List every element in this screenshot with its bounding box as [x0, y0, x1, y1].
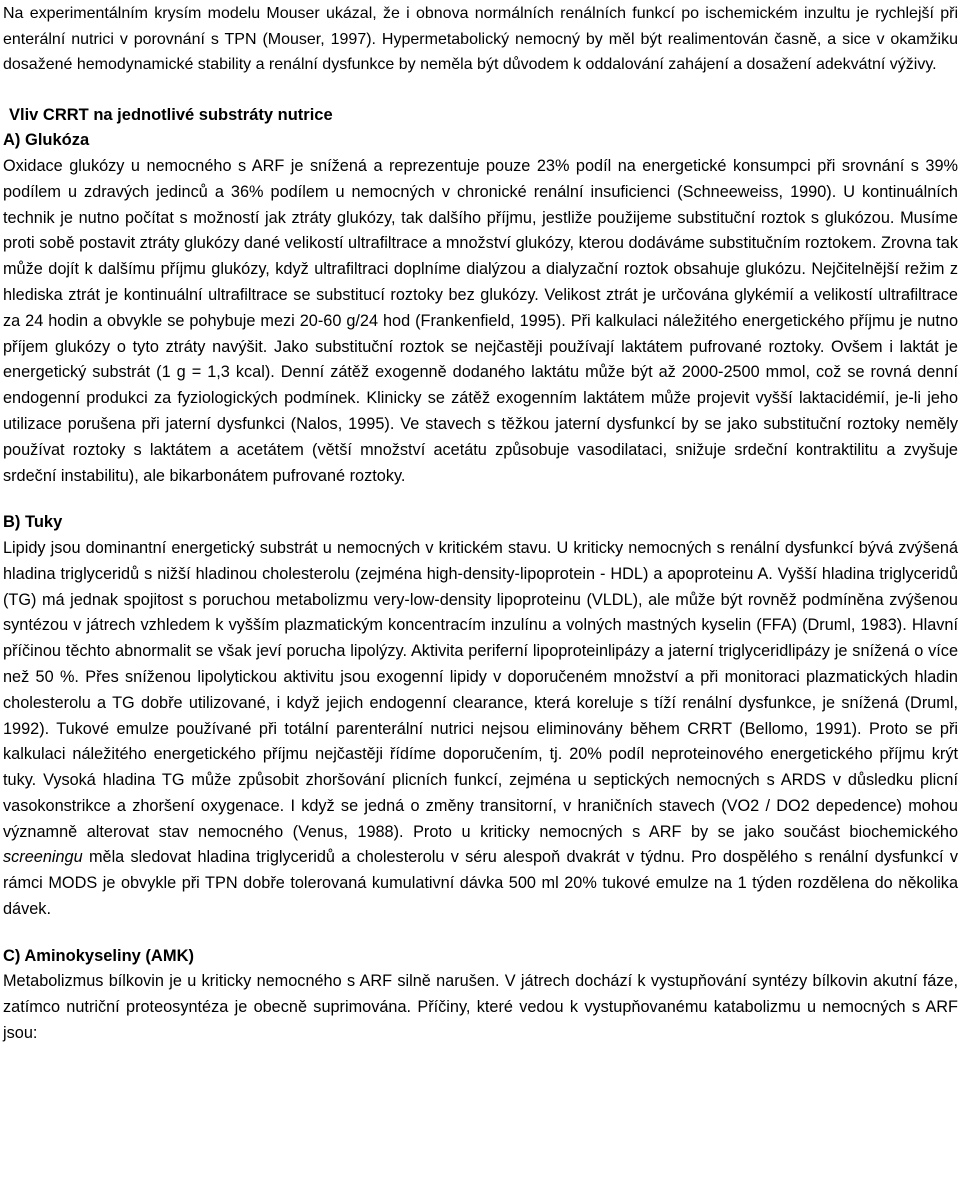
section-title-amino-acids: C) Aminokyseliny (AMK)	[3, 946, 194, 965]
paragraph-fats-part-2: měla sledovat hladina triglyceridů a cholesterolu v séru alespoň dvakrát v týdnu. Pro dospělého s renální dysfunkcí v rámci MODS je obvykle při TPN dobře tolerovaná kumulativní dávka 500 ml 20% tukové emulze na 1 týden rozdělena do několika dávek.	[3, 848, 958, 919]
section-title-fats: B) Tuky	[3, 513, 63, 532]
paragraph-glucose: Oxidace glukózy u nemocného s ARF je snížená a reprezentuje pouze 23% podíl na energetické konsumpci při srovnání s 39% podílem u zdravých jedinců a 36% podílem u nemocných v chronické renální insuficienci (Schneeweiss, 1990). U kontinuálních technik je nutno počítat s možností jak ztráty glukózy, tak dalšího příjmu, jestliže použijeme substituční roztok s glukózou. Musíme proti sobě postavit ztráty glukózy dané velikostí ultrafiltrace a množství glukózy, kterou dodáváme substitučním roztokem. Zrovna tak může dojít k dalšímu příjmu glukózy, když ultrafiltraci doplníme dialýzou a dialyzační roztok obsahuje glukózu. Nejčitelnější režim z hlediska ztrát je kontinuální ultrafiltrace se substitucí roztoky bez glukózy. Velikost ztrát je určována glykémií a velikostí ultrafiltrace za 24 hodin a obvykle se pohybuje mezi 20-60 g/24 hod (Frankenfield, 1995). Při kalkulaci náležitého energetického příjmu je nutno příjem glukózy o tyto ztráty navýšit. Jako substituční roztok se nejčastěji používají laktátem pufrované roztoky. Ovšem i laktát je energetický substrát (1 g = 1,3 kcal). Denní zátěž exogenně dodaného laktátu může být až 2000-2500 mmol, což se rovná denní endogenní produkci za fyziologických podmínek. Klinicky se zátěž exogenním laktátem může projevit vyšší laktacidémií, je-li jeho utilizace porušena při jaterní dysfunkci (Nalos, 1995). Ve stavech s těžkou jaterní dysfunkcí by se jako substituční roztoky neměly používat roztoky s laktátem a acetátem (větší množství acetátu způsobuje vasodilataci, snižuje srdeční kontraktilitu a zvyšuje srdeční instabilitu), ale bikarbonátem pufrované roztoky.	[3, 156, 958, 485]
paragraph-fats-part-1: Lipidy jsou dominantní energetický substrát u nemocných v kritickém stavu. U kriticky nemocných s renální dysfunkcí bývá zvýšená hladina triglyceridů s nižší hladinou cholesterolu (zejména high-density-lipoprotein - HDL) a apoproteinu A. Vyšší hladina triglyceridů (TG) má jednak spojitost s poruchou metabolizmu very-low-density lipoproteinu (VLDL), ale může být rovněž podmíněna zvýšenou syntézou v játrech vzhledem k vyšším plazmatickým koncentracím inzulínu a volných mastných kyselin (FFA) (Druml, 1983). Hlavní příčinou těchto abnormalit se však jeví porucha lipolýzy. Aktivita periferní lipoproteinlipázy a jaterní triglyceridlipázy je snížená o více než 50 %. Přes sníženou lipolytickou aktivitu jsou exogenní lipidy v doporučeném množství a při monitoraci plazmatických hladin cholesterolu a TG dobře utilizované, i když jejich endogenní clearance, která koreluje s tíží renální dysfunkce, je snížená (Druml, 1992). Tukové emulze používané při totální parenterální nutrici nejsou eliminovány během CRRT (Bellomo, 1991). Proto se při kalkulaci náležitého energetického příjmu nejčastěji řídíme doporučením, tj. 20% podíl neproteinového energetického příjmu krýt tuky. Vysoká hladina TG může způsobit zhoršování plicních funkcí, zejména u septických nemocných s ARDS v důsledku plicní vasokonstrikce a zhoršení oxygenace. I když se jedná o změny transitorní, v hraničních stavech (VO2 / DO2 depedence) mohou významně alterovat stav nemocného (Venus, 1988). Proto u kriticky nemocných s ARF by se jako součást biochemického	[3, 538, 958, 841]
section-heading: Vliv CRRT na jednotlivé substráty nutrice	[9, 105, 333, 124]
paragraph-fats-italic-term: screeningu	[3, 848, 83, 867]
paragraph-amino-acids: Metabolizmus bílkovin je u kriticky nemocného s ARF silně narušen. V játrech dochází k vystupňování syntézy bílkovin akutní fáze, zatímco nutriční proteosyntéza je obecně suprimována. Příčiny, které vedou k vystupňovanému katabolizmu u nemocných s ARF jsou:	[3, 972, 958, 1043]
section-glucose	[3, 128, 958, 489]
section-title-glucose: A) Glukóza	[3, 131, 90, 150]
intro-paragraph: Na experimentálním krysím modelu Mouser ukázal, že i obnova normálních renálních funkcí po ischemickém inzultu je rychlejší při enterální nutrici v porovnání s TPN (Mouser, 1997). Hypermetabolický nemocný by měl být realimentován časně, a sice v okamžiku dosažené hemodynamické stability a renální dysfunkce by neměla být důvodem k oddalování zahájení a dosažení adekvátní výživy.	[3, 5, 958, 74]
paragraph-fats	[3, 536, 958, 923]
section-amino-acids	[3, 944, 958, 1047]
section-fats	[3, 510, 958, 923]
